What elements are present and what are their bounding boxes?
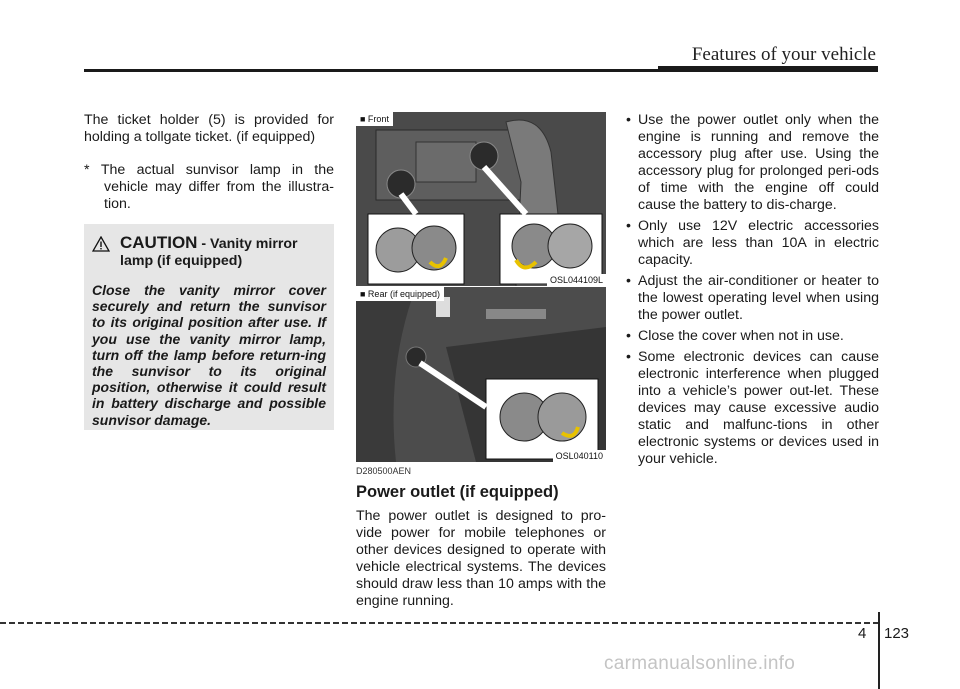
footer-divider [878,612,880,689]
bullet-icon: • [626,349,631,365]
page-header-title: Features of your vehicle [691,44,876,65]
bullet-icon: • [626,218,631,234]
chapter-number: 4 [858,625,867,642]
front-power-outlet-illustration [356,112,606,286]
list-item: • Adjust the air-conditioner or heater to the lowest operating level when using the power outlet. [626,273,879,323]
page-number: 123 [884,625,910,642]
section-body: The power outlet is designed to pro-vide power for mobile telephones or other devices designed to operate with vehicle electrical systems. The devices should draw less than 10 amps with the engine running. [356,508,606,609]
list-item: • Use the power outlet only when the engine is running and remove the accessory plug after use. Using the accessory plug for prolonged peri-ods of time with the engine off could cause the battery to dis-charge. [626,112,879,213]
footer-rule [0,622,878,624]
section-title: Power outlet (if equipped) [356,483,559,501]
header-rule-accent [658,66,878,72]
rear-power-outlet-illustration [356,287,606,462]
rear-image-tag: ■ Rear (if equipped) [356,287,444,301]
list-item: • Close the cover when not in use. [626,328,844,344]
bullet-icon: • [626,112,631,128]
power-outlet-section [356,466,606,610]
rear-image-code: OSL040110 [553,450,606,462]
caution-title [120,234,330,270]
watermark: carmanualsonline.info [604,653,796,674]
note-asterisk: * [84,162,90,178]
bullet-icon: • [626,328,631,344]
front-console-drawing [356,112,606,286]
note-text: The actual sunvisor lamp in the vehicle may differ from the illustra-tion. [100,162,334,212]
warning-triangle-icon [92,236,110,252]
list-item: • Some electronic devices can cause electronic interference when plugged into a vehicle’s power out-let. These devices may cause excessive audio static and malfunc-tions in other electronic systems or devices used in your vehicle. [626,349,879,467]
section-code: D280500AEN [356,466,412,476]
bullet-icon: • [626,273,631,289]
front-image-code: OSL044109L [547,274,606,286]
right-column [624,112,879,472]
rear-cargo-drawing [356,287,606,462]
caution-box [84,224,334,430]
front-image-tag: ■ Front [356,112,393,126]
ticket-holder-paragraph: The ticket holder (5) is provided for holding a tollgate ticket. (if equipped) [84,112,334,145]
left-column [84,112,334,213]
caution-title-rest: - Vanity mirror lamp (if equipped) [120,236,298,269]
sunvisor-note [84,162,334,213]
caution-body: Close the vanity mirror cover securely and return the sunvisor to its original position after use. If you use the vanity mirror lamp, turn off the lamp before return-ing the sunvisor to its original position, otherwise it could result in battery discharge and possible sunvisor damage. [92,282,326,428]
bullet-list [624,112,879,468]
list-item: • Only use 12V electric accessories which are less than 10A in electric capacity. [626,218,879,268]
caution-label: CAUTION [120,233,198,252]
